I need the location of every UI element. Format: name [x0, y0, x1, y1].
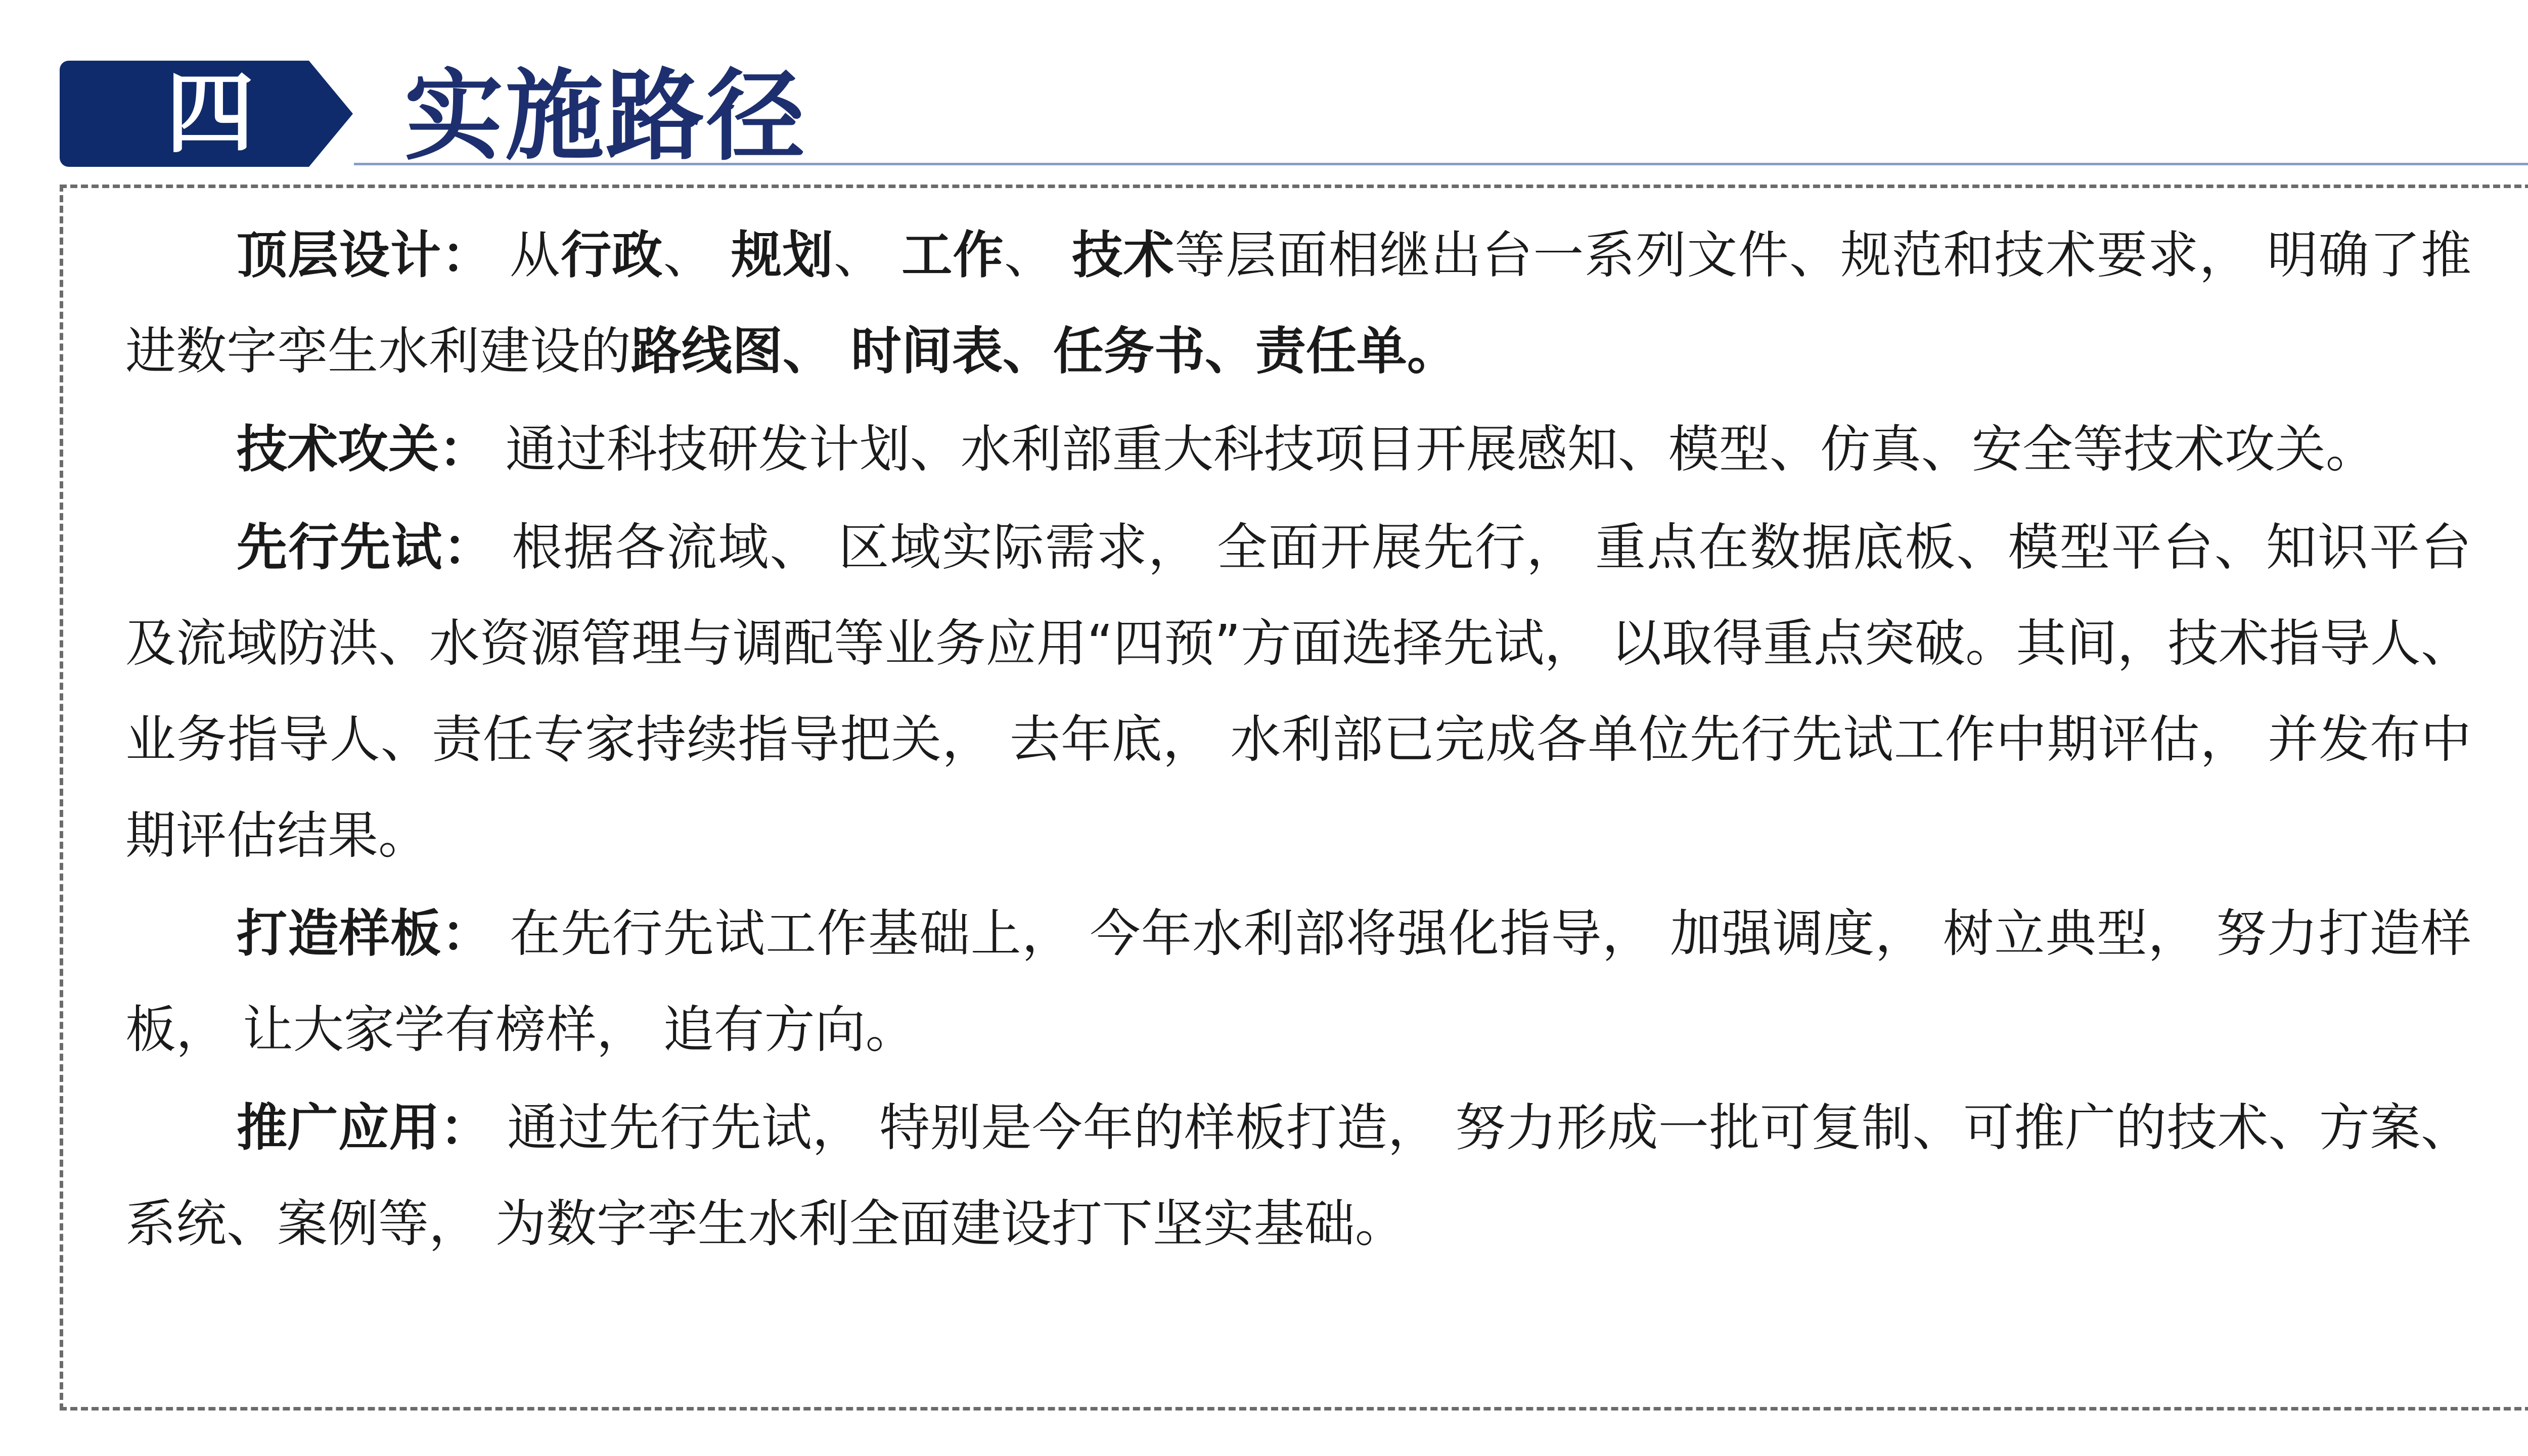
paragraph-list: [125, 207, 2471, 1274]
section-number: 四: [166, 62, 254, 165]
title-underline: [354, 163, 2528, 165]
body-text: 通过先行先试， 特别是今年的样板打造， 努力形成一批可复制、可推广的技术、方案、系统、案例等， 为数字孪生水利全面建设打下坚实基础。: [125, 1098, 2472, 1253]
highlighted-text: 路线图、 时间表、任务书、责任单。: [631, 322, 1458, 381]
paragraph: [125, 401, 2471, 497]
paragraph-label: 先行先试：: [237, 518, 495, 577]
body-text: 在先行先试工作基础上， 今年水利部将强化指导， 加强调度， 树立典型， 努力打造样板， 让大家学有榜样， 追有方向。: [125, 904, 2471, 1059]
body-text: 从: [492, 225, 561, 285]
highlighted-text: 工作: [901, 225, 1004, 285]
slide-header: [0, 0, 2528, 172]
body-text: 根据各流域、 区域实际需求， 全面开展先行， 重点在数据底板、模型平台、知识平台及流域防洪、水资源管理与调配等业务应用“四预”方面选择先试， 以取得重点突破。其间，技术指导人、业务指导人、责任专家持续指导把关， 去年底， 水利部已完成各单位先行先试工作中期评估， 并发布中期评估结果。: [125, 518, 2472, 865]
paragraph-label: 打造样板：: [237, 904, 493, 963]
paragraph: [125, 886, 2471, 1078]
paragraph-label: 推广应用：: [237, 1098, 491, 1157]
paragraph: [125, 207, 2471, 399]
page-title: 实施路径: [404, 59, 807, 173]
highlighted-text: 行政: [561, 225, 663, 285]
body-text: 、: [833, 225, 902, 285]
body-text: 、: [1004, 225, 1072, 285]
body-text: 等层面相继出台一系列文件、规范和技术要求， 明确了推进数字孪生水利建设的: [125, 225, 2472, 381]
highlighted-text: 规划: [731, 225, 834, 285]
body-text: 、: [663, 225, 732, 285]
body-text: 通过科技研发计划、水利部重大科技项目开展感知、模型、仿真、安全等技术攻关。: [489, 420, 2376, 479]
paragraph: [125, 1080, 2471, 1272]
paragraph-label: 顶层设计：: [237, 225, 493, 285]
paragraph-label: 技术攻关：: [237, 420, 489, 479]
paragraph: [125, 499, 2471, 884]
highlighted-text: 技术: [1072, 225, 1175, 285]
paragraph-body: [489, 420, 2376, 479]
